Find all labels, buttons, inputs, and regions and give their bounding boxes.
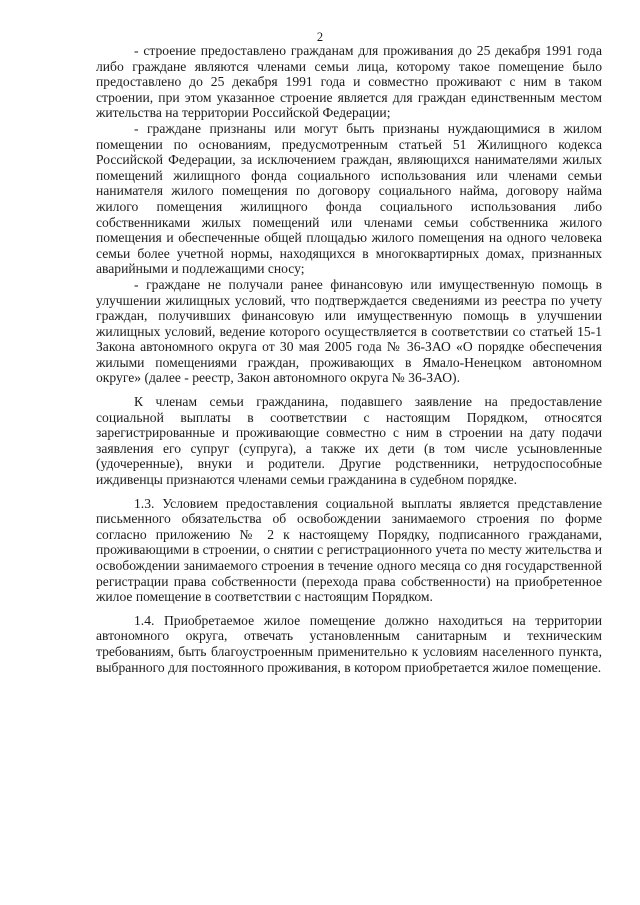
paragraph-housing-until-1991: - строение предоставлено гражданам для проживания до 25 декабря 1991 года либо граждане являются членами семьи лица, которому такое помещение было предоставлено до 25 декабря 1991 года и совместно проживают с ним в таком строении, при этом указанное строение является для граждан единственным местом жительства на территории Российской Федерации; (96, 43, 602, 121)
paragraph-clause-1-4: 1.4. Приобретаемое жилое помещение должно находиться на территории автономного округа, отвечать установленным санитарным и техническим требованиям, быть благоустроенным применительно к условиям населенного пункта, выбранного для постоянного проживания, в котором приобретается жилое помещение. (96, 612, 602, 675)
page-number: 2 (316, 30, 324, 44)
paragraph-family-members: К членам семьи гражданина, подавшего заявление на предоставление социальной выплаты в соответствии с настоящим Порядком, относятся зарегистрированные и проживающие совместно с ним в строении на дату подачи заявления его супруг (супруга), а также их дети (в том числе усыновленные (удочеренные), внуки и родители. Другие родственники, нетрудоспособные иждивенцы признаются членами семьи гражданина в судебном порядке. (96, 394, 602, 488)
document-body (96, 43, 602, 675)
paragraph-clause-1-3: 1.3. Условием предоставления социальной выплаты является представление письменного обязательства об освобождении занимаемого строения по форме согласно приложению № 2 к настоящему Порядку, подписанного гражданами, проживающими в строении, о снятии с регистрационного учета по месту жительства и освобождении занимаемого строения в течение одного месяца со дня государственной регистрации права собственности (перехода права собственности) на приобретенное жилое помещение в соответствии с настоящим Порядком. (96, 495, 602, 605)
paragraph-needing-housing: - граждане признаны или могут быть признаны нуждающимися в жилом помещении по основаниям, предусмотренным статьей 51 Жилищного кодекса Российской Федерации, за исключением граждан, являющихся нанимателями жилых помещений жилищного фонда социального использования или членами семьи нанимателя жилого помещения по договору социального найма, договору найма жилого помещения жилищного фонда социального использования либо собственниками жилых помещений или членами семьи собственника жилого помещения и обеспеченные общей площадью жилого помещения на одного человека семьи более учетной нормы, находящихся в многоквартирных домах, признанных аварийными и подлежащими сносу; (96, 120, 602, 277)
paragraph-no-prior-assistance: - граждане не получали ранее финансовую или имущественную помощь в улучшении жилищных условий, что подтверждается сведениями из реестра по учету граждан, получивших финансовую или имущественную помощь в улучшении жилищных условий, ведение которого осуществляется в соответствии со статьей 15-1 Закона автономного округа от 30 мая 2005 года № 36-ЗАО «О порядке обеспечения жилыми помещениями граждан, проживающих в Ямало-Ненецком автономном округе» (далее - реестр, Закон автономного округа № 36-ЗАО). (96, 276, 602, 386)
